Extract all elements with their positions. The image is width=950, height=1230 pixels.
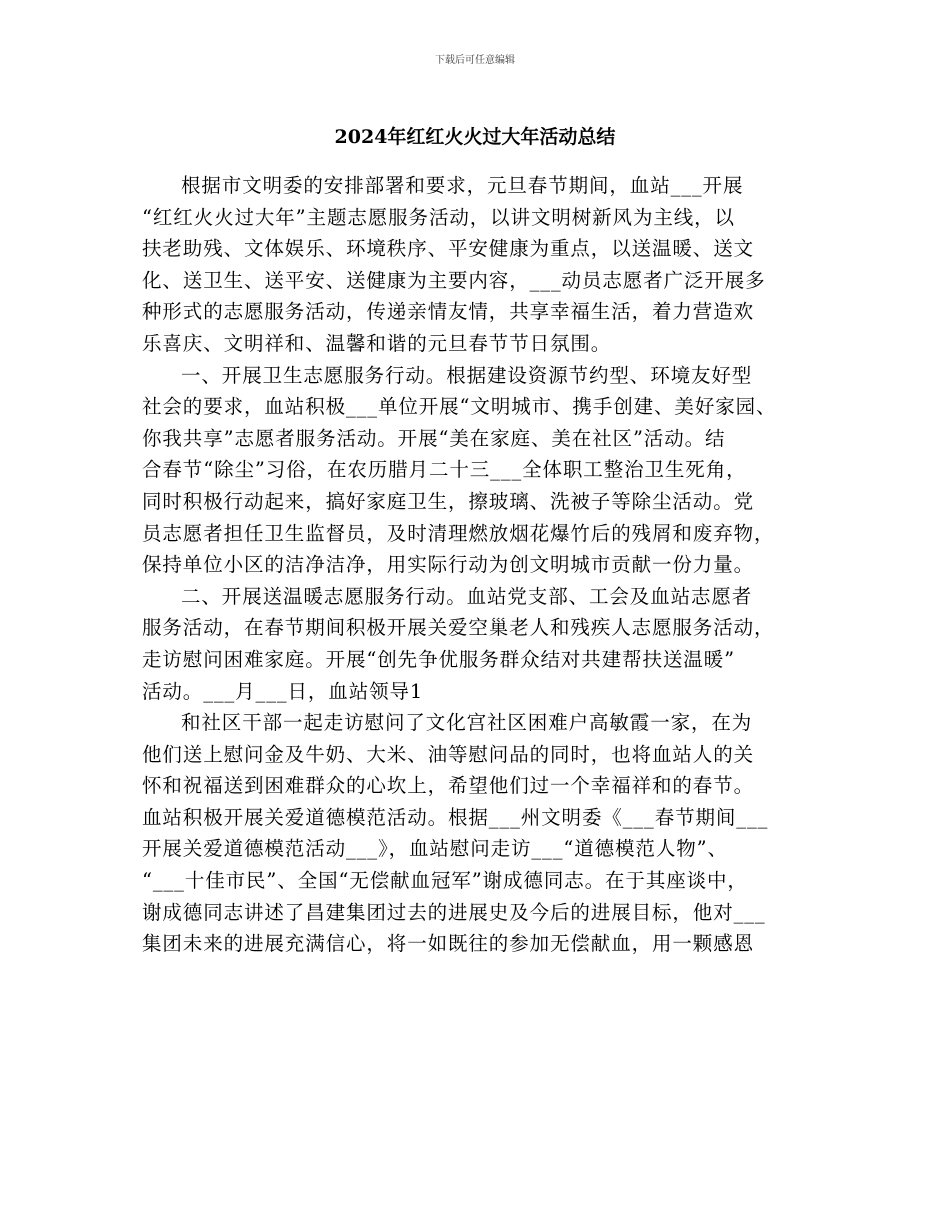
paragraph-visits: 和社区干部一起走访慰问了文化宫社区困难户高敏霞一家，在为 他们送上慰问金及牛奶、大米、油等慰问品的同时，也将血站人的关 怀和祝福送到困难群众的心坎上，希望他们过一个幸福祥和的春节。 血站积极开展关爱道德模范活动。根据___州文明委《___春节期间___ 开展关爱道德模范活动___》，血站慰问走访___“道德模范人物”、 “___十佳市民”、全国“无偿献血冠军”谢成德同志。在于其座谈中， 谢成德同志讲述了昌建集团过去的进展史及今后的进展目标，他对___ 集团未来的进展充满信心，将一如既往的参加无偿献血，用一颗感恩 — [142, 711, 769, 956]
page-header: 下载后可任意编辑 — [435, 55, 515, 66]
paragraph-intro: 根据市文明委的安排部署和要求，元旦春节期间，血站___开展 “红红火火过大年”主题志愿服务活动，以讲文明树新风为主线，以 扶老助残、文体娱乐、环境秩序、平安健康为重点，以送温暖、送文 化、送卫生、送平安、送健康为主要内容，___动员志愿者广泛开展多 种形式的志愿服务活动，传递亲情友情，共享幸福生活，着力营造欢 乐喜庆、文明祥和、温馨和谐的元旦春节节日氛围。 — [142, 174, 766, 355]
document-title: 2024年红红火火过大年活动总结 — [334, 126, 616, 148]
paragraph-warmth: 二、开展送温暖志愿服务行动。血站党支部、工会及血站志愿者 服务活动，在春节期间积极开展关爱空巢老人和残疾人志愿服务活动， 走访慰问困难家庭。开展“创先争优服务群众结对共建帮扶送温暖” 活动。___月___日，血站领导1 — [142, 584, 775, 703]
document-body — [142, 170, 810, 960]
paragraph-sanitation: 一、开展卫生志愿服务行动。根据建设资源节约型、环境友好型 社会的要求，血站积极___单位开展“文明城市、携手创建、美好家园、 你我共享”志愿者服务活动。开展“美在家庭、美在社区”活动。结 合春节“除尘”习俗，在农历腊月二十三___全体职工整治卫生死角， 同时积极行动起来，搞好家庭卫生，擦玻璃、洗被子等除尘活动。党 员志愿者担任卫生监督员，及时清理燃放烟花爆竹后的残屑和废弃物， 保持单位小区的洁净洁净，用实际行动为创文明城市贡献一份力量。 — [142, 363, 777, 577]
